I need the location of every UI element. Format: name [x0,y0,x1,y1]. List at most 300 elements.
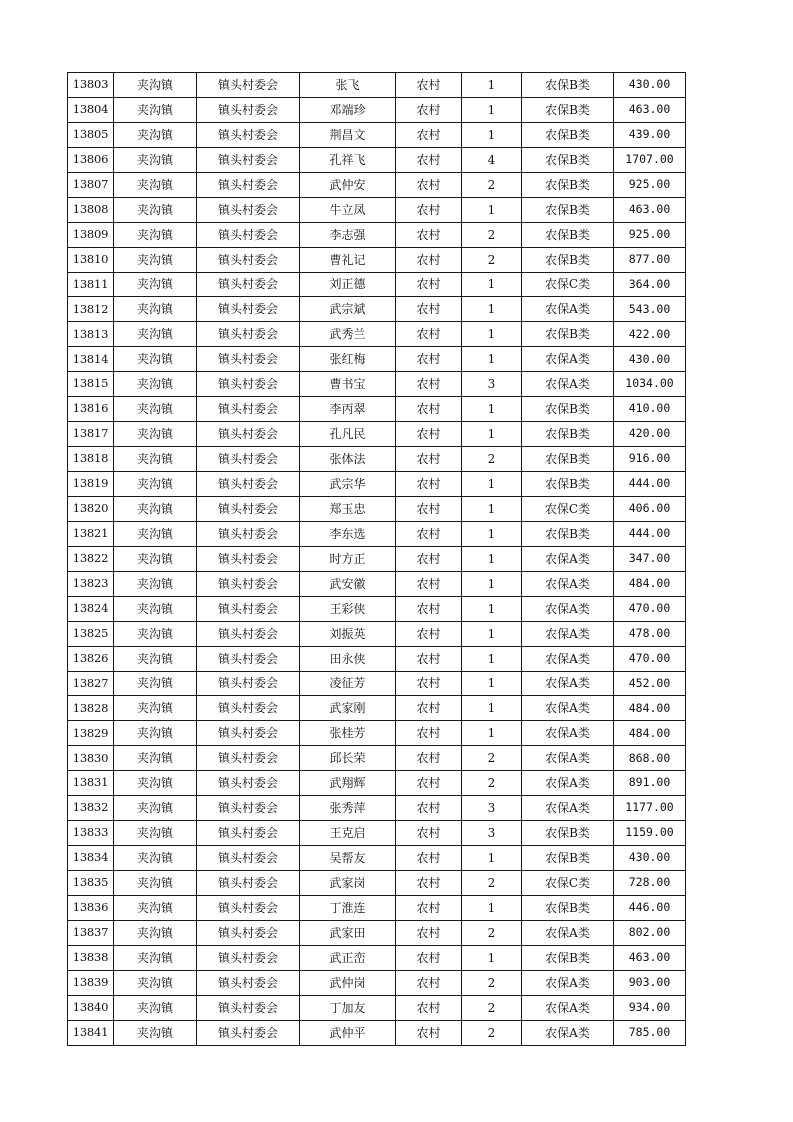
table-row [68,297,686,322]
record-id-cell: 13817 [68,422,114,447]
person-name-cell: 丁加友 [300,995,396,1020]
record-id-cell: 13834 [68,846,114,871]
village-committee-cell: 镇头村委会 [197,197,300,222]
village-committee-cell: 镇头村委会 [197,871,300,896]
town-cell: 夹沟镇 [114,222,197,247]
person-name-cell: 武安徽 [300,571,396,596]
village-committee-cell: 镇头村委会 [197,297,300,322]
town-cell: 夹沟镇 [114,447,197,472]
insurance-category-cell: 农保A类 [522,721,614,746]
household-type-cell: 农村 [396,247,462,272]
town-cell: 夹沟镇 [114,920,197,945]
person-name-cell: 李丙翠 [300,397,396,422]
table-row [68,945,686,970]
table-row [68,447,686,472]
table-row [68,671,686,696]
table-row [68,995,686,1020]
town-cell: 夹沟镇 [114,995,197,1020]
amount-cell: 1177.00 [614,796,686,821]
amount-cell: 430.00 [614,846,686,871]
record-id-cell: 13838 [68,945,114,970]
village-committee-cell: 镇头村委会 [197,671,300,696]
table-row [68,546,686,571]
person-name-cell: 武秀兰 [300,322,396,347]
person-name-cell: 张红梅 [300,347,396,372]
household-type-cell: 农村 [396,671,462,696]
person-name-cell: 武宗斌 [300,297,396,322]
village-committee-cell: 镇头村委会 [197,1020,300,1045]
table-row [68,821,686,846]
person-name-cell: 刘振英 [300,621,396,646]
record-id-cell: 13841 [68,1020,114,1045]
record-id-cell: 13828 [68,696,114,721]
town-cell: 夹沟镇 [114,895,197,920]
record-id-cell: 13812 [68,297,114,322]
member-count-cell: 1 [462,671,522,696]
village-committee-cell: 镇头村委会 [197,222,300,247]
record-id-cell: 13804 [68,97,114,122]
member-count-cell: 1 [462,596,522,621]
record-id-cell: 13805 [68,122,114,147]
member-count-cell: 2 [462,247,522,272]
record-id-cell: 13823 [68,571,114,596]
amount-cell: 452.00 [614,671,686,696]
table-row [68,97,686,122]
table-row [68,895,686,920]
town-cell: 夹沟镇 [114,796,197,821]
village-committee-cell: 镇头村委会 [197,696,300,721]
household-type-cell: 农村 [396,696,462,721]
household-type-cell: 农村 [396,920,462,945]
village-committee-cell: 镇头村委会 [197,546,300,571]
insurance-category-cell: 农保B类 [522,97,614,122]
member-count-cell: 1 [462,322,522,347]
record-id-cell: 13840 [68,995,114,1020]
insurance-category-cell: 农保C类 [522,871,614,896]
town-cell: 夹沟镇 [114,671,197,696]
person-name-cell: 凌征芳 [300,671,396,696]
village-committee-cell: 镇头村委会 [197,347,300,372]
amount-cell: 410.00 [614,397,686,422]
member-count-cell: 2 [462,771,522,796]
member-count-cell: 2 [462,1020,522,1045]
household-type-cell: 农村 [396,372,462,397]
member-count-cell: 1 [462,97,522,122]
insurance-category-cell: 农保A类 [522,347,614,372]
amount-cell: 1707.00 [614,147,686,172]
household-type-cell: 农村 [396,322,462,347]
person-name-cell: 武家刚 [300,696,396,721]
household-type-cell: 农村 [396,347,462,372]
town-cell: 夹沟镇 [114,97,197,122]
household-type-cell: 农村 [396,871,462,896]
amount-cell: 925.00 [614,222,686,247]
member-count-cell: 1 [462,621,522,646]
person-name-cell: 张体法 [300,447,396,472]
record-id-cell: 13810 [68,247,114,272]
record-id-cell: 13803 [68,73,114,98]
village-committee-cell: 镇头村委会 [197,846,300,871]
amount-cell: 470.00 [614,596,686,621]
amount-cell: 728.00 [614,871,686,896]
person-name-cell: 吴帮友 [300,846,396,871]
household-type-cell: 农村 [396,771,462,796]
household-type-cell: 农村 [396,995,462,1020]
table-row [68,496,686,521]
table-row [68,372,686,397]
person-name-cell: 李志强 [300,222,396,247]
table-row [68,397,686,422]
member-count-cell: 1 [462,272,522,297]
member-count-cell: 2 [462,447,522,472]
village-committee-cell: 镇头村委会 [197,272,300,297]
household-type-cell: 农村 [396,970,462,995]
town-cell: 夹沟镇 [114,746,197,771]
table-row [68,621,686,646]
record-id-cell: 13806 [68,147,114,172]
person-name-cell: 邱长荣 [300,746,396,771]
insurance-category-cell: 农保A类 [522,970,614,995]
table-row [68,222,686,247]
town-cell: 夹沟镇 [114,821,197,846]
member-count-cell: 1 [462,197,522,222]
member-count-cell: 1 [462,472,522,497]
insurance-category-cell: 农保B类 [522,397,614,422]
town-cell: 夹沟镇 [114,272,197,297]
amount-cell: 484.00 [614,571,686,596]
town-cell: 夹沟镇 [114,422,197,447]
insurance-category-cell: 农保A类 [522,297,614,322]
village-committee-cell: 镇头村委会 [197,621,300,646]
member-count-cell: 2 [462,172,522,197]
member-count-cell: 3 [462,796,522,821]
table-row [68,147,686,172]
record-id-cell: 13830 [68,746,114,771]
member-count-cell: 2 [462,920,522,945]
table-row [68,571,686,596]
household-type-cell: 农村 [396,147,462,172]
village-committee-cell: 镇头村委会 [197,970,300,995]
town-cell: 夹沟镇 [114,197,197,222]
amount-cell: 484.00 [614,696,686,721]
person-name-cell: 时方正 [300,546,396,571]
household-type-cell: 农村 [396,821,462,846]
record-id-cell: 13824 [68,596,114,621]
member-count-cell: 1 [462,945,522,970]
person-name-cell: 王克启 [300,821,396,846]
member-count-cell: 1 [462,122,522,147]
insurance-category-cell: 农保A类 [522,771,614,796]
person-name-cell: 孔祥飞 [300,147,396,172]
member-count-cell: 1 [462,846,522,871]
town-cell: 夹沟镇 [114,945,197,970]
town-cell: 夹沟镇 [114,621,197,646]
amount-cell: 903.00 [614,970,686,995]
member-count-cell: 1 [462,646,522,671]
household-type-cell: 农村 [396,422,462,447]
household-type-cell: 农村 [396,846,462,871]
town-cell: 夹沟镇 [114,372,197,397]
town-cell: 夹沟镇 [114,472,197,497]
person-name-cell: 武正峦 [300,945,396,970]
household-type-cell: 农村 [396,646,462,671]
roster-table [67,72,686,1046]
insurance-category-cell: 农保B类 [522,422,614,447]
person-name-cell: 武仲安 [300,172,396,197]
table-row [68,646,686,671]
insurance-category-cell: 农保A类 [522,546,614,571]
amount-cell: 543.00 [614,297,686,322]
roster-table-body [68,73,686,1046]
insurance-category-cell: 农保A类 [522,1020,614,1045]
table-row [68,322,686,347]
member-count-cell: 3 [462,821,522,846]
table-row [68,197,686,222]
member-count-cell: 1 [462,397,522,422]
household-type-cell: 农村 [396,496,462,521]
amount-cell: 868.00 [614,746,686,771]
record-id-cell: 13821 [68,521,114,546]
village-committee-cell: 镇头村委会 [197,821,300,846]
village-committee-cell: 镇头村委会 [197,945,300,970]
amount-cell: 406.00 [614,496,686,521]
amount-cell: 430.00 [614,347,686,372]
member-count-cell: 1 [462,895,522,920]
town-cell: 夹沟镇 [114,771,197,796]
town-cell: 夹沟镇 [114,596,197,621]
amount-cell: 463.00 [614,197,686,222]
household-type-cell: 农村 [396,571,462,596]
village-committee-cell: 镇头村委会 [197,372,300,397]
record-id-cell: 13807 [68,172,114,197]
member-count-cell: 2 [462,995,522,1020]
record-id-cell: 13813 [68,322,114,347]
village-committee-cell: 镇头村委会 [197,73,300,98]
table-row [68,247,686,272]
town-cell: 夹沟镇 [114,846,197,871]
member-count-cell: 1 [462,571,522,596]
town-cell: 夹沟镇 [114,73,197,98]
village-committee-cell: 镇头村委会 [197,447,300,472]
village-committee-cell: 镇头村委会 [197,472,300,497]
town-cell: 夹沟镇 [114,247,197,272]
household-type-cell: 农村 [396,297,462,322]
amount-cell: 422.00 [614,322,686,347]
amount-cell: 934.00 [614,995,686,1020]
insurance-category-cell: 农保B类 [522,73,614,98]
table-row [68,696,686,721]
amount-cell: 446.00 [614,895,686,920]
member-count-cell: 2 [462,222,522,247]
household-type-cell: 农村 [396,796,462,821]
person-name-cell: 曹书宝 [300,372,396,397]
town-cell: 夹沟镇 [114,871,197,896]
member-count-cell: 4 [462,147,522,172]
record-id-cell: 13816 [68,397,114,422]
record-id-cell: 13837 [68,920,114,945]
person-name-cell: 荆昌文 [300,122,396,147]
town-cell: 夹沟镇 [114,1020,197,1045]
town-cell: 夹沟镇 [114,521,197,546]
village-committee-cell: 镇头村委会 [197,721,300,746]
record-id-cell: 13825 [68,621,114,646]
village-committee-cell: 镇头村委会 [197,771,300,796]
record-id-cell: 13811 [68,272,114,297]
insurance-category-cell: 农保B类 [522,821,614,846]
insurance-category-cell: 农保A类 [522,746,614,771]
table-row [68,970,686,995]
household-type-cell: 农村 [396,895,462,920]
village-committee-cell: 镇头村委会 [197,147,300,172]
household-type-cell: 农村 [396,97,462,122]
person-name-cell: 牛立凤 [300,197,396,222]
person-name-cell: 田永侠 [300,646,396,671]
insurance-category-cell: 农保B类 [522,172,614,197]
table-row [68,771,686,796]
person-name-cell: 郑玉忠 [300,496,396,521]
insurance-category-cell: 农保B类 [522,895,614,920]
record-id-cell: 13832 [68,796,114,821]
member-count-cell: 2 [462,871,522,896]
record-id-cell: 13814 [68,347,114,372]
insurance-category-cell: 农保B类 [522,521,614,546]
person-name-cell: 刘正德 [300,272,396,297]
household-type-cell: 农村 [396,272,462,297]
person-name-cell: 孔凡民 [300,422,396,447]
table-row [68,521,686,546]
amount-cell: 364.00 [614,272,686,297]
amount-cell: 444.00 [614,472,686,497]
record-id-cell: 13827 [68,671,114,696]
household-type-cell: 农村 [396,596,462,621]
village-committee-cell: 镇头村委会 [197,122,300,147]
household-type-cell: 农村 [396,546,462,571]
amount-cell: 877.00 [614,247,686,272]
table-row [68,920,686,945]
member-count-cell: 1 [462,347,522,372]
record-id-cell: 13826 [68,646,114,671]
amount-cell: 463.00 [614,97,686,122]
town-cell: 夹沟镇 [114,122,197,147]
record-id-cell: 13836 [68,895,114,920]
table-row [68,347,686,372]
insurance-category-cell: 农保A类 [522,696,614,721]
record-id-cell: 13819 [68,472,114,497]
person-name-cell: 武家田 [300,920,396,945]
amount-cell: 470.00 [614,646,686,671]
village-committee-cell: 镇头村委会 [197,521,300,546]
amount-cell: 484.00 [614,721,686,746]
table-row [68,746,686,771]
person-name-cell: 邓端珍 [300,97,396,122]
insurance-category-cell: 农保A类 [522,571,614,596]
person-name-cell: 曹礼记 [300,247,396,272]
village-committee-cell: 镇头村委会 [197,796,300,821]
amount-cell: 430.00 [614,73,686,98]
person-name-cell: 张桂芳 [300,721,396,746]
member-count-cell: 1 [462,521,522,546]
insurance-category-cell: 农保A类 [522,920,614,945]
amount-cell: 420.00 [614,422,686,447]
person-name-cell: 武翔辉 [300,771,396,796]
insurance-category-cell: 农保B类 [522,322,614,347]
table-row [68,796,686,821]
person-name-cell: 武家岗 [300,871,396,896]
amount-cell: 891.00 [614,771,686,796]
household-type-cell: 农村 [396,197,462,222]
member-count-cell: 1 [462,73,522,98]
table-row [68,1020,686,1045]
amount-cell: 925.00 [614,172,686,197]
record-id-cell: 13809 [68,222,114,247]
member-count-cell: 2 [462,746,522,771]
household-type-cell: 农村 [396,447,462,472]
town-cell: 夹沟镇 [114,397,197,422]
village-committee-cell: 镇头村委会 [197,920,300,945]
record-id-cell: 13815 [68,372,114,397]
household-type-cell: 农村 [396,721,462,746]
town-cell: 夹沟镇 [114,297,197,322]
insurance-category-cell: 农保C类 [522,496,614,521]
town-cell: 夹沟镇 [114,970,197,995]
household-type-cell: 农村 [396,397,462,422]
amount-cell: 444.00 [614,521,686,546]
village-committee-cell: 镇头村委会 [197,172,300,197]
table-row [68,721,686,746]
member-count-cell: 1 [462,546,522,571]
table-row [68,122,686,147]
table-row [68,596,686,621]
insurance-category-cell: 农保A类 [522,372,614,397]
record-id-cell: 13835 [68,871,114,896]
household-type-cell: 农村 [396,73,462,98]
member-count-cell: 1 [462,422,522,447]
village-committee-cell: 镇头村委会 [197,995,300,1020]
insurance-category-cell: 农保A类 [522,596,614,621]
insurance-category-cell: 农保A类 [522,796,614,821]
record-id-cell: 13808 [68,197,114,222]
record-id-cell: 13839 [68,970,114,995]
record-id-cell: 13831 [68,771,114,796]
member-count-cell: 1 [462,297,522,322]
household-type-cell: 农村 [396,1020,462,1045]
village-committee-cell: 镇头村委会 [197,895,300,920]
person-name-cell: 李东选 [300,521,396,546]
person-name-cell: 武仲平 [300,1020,396,1045]
insurance-category-cell: 农保B类 [522,447,614,472]
household-type-cell: 农村 [396,521,462,546]
amount-cell: 463.00 [614,945,686,970]
person-name-cell: 武宗华 [300,472,396,497]
table-row [68,172,686,197]
household-type-cell: 农村 [396,472,462,497]
village-committee-cell: 镇头村委会 [197,397,300,422]
table-row [68,422,686,447]
amount-cell: 785.00 [614,1020,686,1045]
amount-cell: 478.00 [614,621,686,646]
table-row [68,871,686,896]
table-row [68,846,686,871]
table-row [68,73,686,98]
amount-cell: 1159.00 [614,821,686,846]
insurance-category-cell: 农保A类 [522,621,614,646]
town-cell: 夹沟镇 [114,646,197,671]
member-count-cell: 1 [462,496,522,521]
person-name-cell: 张秀萍 [300,796,396,821]
insurance-category-cell: 农保B类 [522,122,614,147]
town-cell: 夹沟镇 [114,696,197,721]
town-cell: 夹沟镇 [114,546,197,571]
